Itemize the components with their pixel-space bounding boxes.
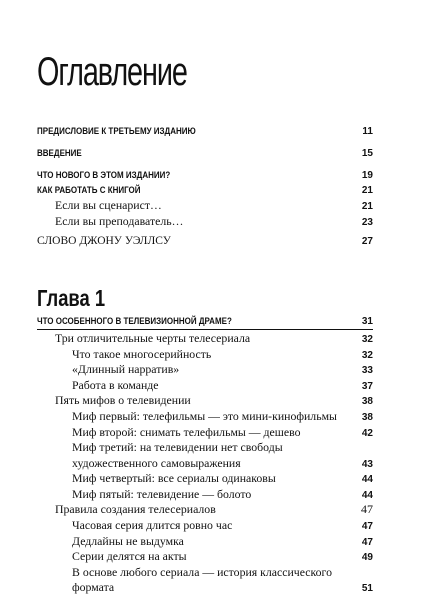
toc-entry-label: Миф второй: снимать телефильмы — дешево [72, 425, 301, 439]
toc-entry-label: Три отличительные черты телесериала [55, 331, 251, 345]
toc-entry[interactable] [37, 409, 373, 424]
toc-page-number: 51 [361, 583, 373, 594]
toc-entry-label: ПРЕДИСЛОВИЕ К ТРЕТЬЕМУ ИЗДАНИЮ [37, 126, 196, 136]
toc-page-number: 33 [361, 365, 373, 376]
toc-entry[interactable] [37, 518, 373, 533]
toc-entry-whats-new[interactable] [37, 170, 373, 181]
toc-entry[interactable] [37, 425, 373, 440]
toc-entry[interactable] [37, 487, 373, 502]
toc-page-number: 37 [361, 381, 373, 392]
toc-page-number: 15 [361, 148, 373, 159]
toc-page-number: 47 [361, 521, 373, 532]
toc-page-number: 31 [361, 316, 373, 327]
toc-entry-label: КАК РАБОТАТЬ С КНИГОЙ [37, 185, 141, 195]
page-title: Оглавление [37, 50, 187, 94]
toc-entry[interactable] [37, 331, 373, 346]
toc-entry[interactable] [37, 347, 373, 362]
toc-page-number: 38 [361, 412, 373, 423]
toc-entry-introduction[interactable] [37, 148, 373, 159]
toc-page-number: 44 [361, 474, 373, 485]
toc-entry[interactable] [37, 502, 373, 517]
toc-entry[interactable] [37, 440, 373, 455]
toc-entry[interactable] [37, 471, 373, 486]
toc-entry-label: Если вы преподаватель… [55, 214, 184, 228]
toc-entry-label: ЧТО НОВОГО В ЭТОМ ИЗДАНИИ? [37, 170, 171, 180]
toc-page-number: 27 [361, 236, 373, 247]
toc-entry[interactable] [37, 549, 373, 564]
toc-entry-if-screenwriter[interactable] [37, 198, 373, 213]
toc-page-number: 21 [361, 201, 373, 212]
toc-page-number: 47 [361, 502, 373, 516]
toc-entry-preface[interactable] [37, 126, 373, 137]
toc-entry-label: ВВЕДЕНИЕ [37, 148, 82, 158]
toc-entry-label: Если вы сценарист… [55, 198, 162, 212]
toc-entry-label: Работа в команде [72, 378, 159, 392]
toc-entry-label: Миф первый: телефильмы — это мини-кинофильмы [72, 409, 337, 423]
toc-entry-label: В основе любого сериала — история классического [72, 565, 332, 579]
toc-page-number: 11 [362, 126, 373, 137]
toc-entry-label: Что такое многосерийность [72, 347, 212, 361]
toc-entry-label: СЛОВО ДЖОНУ УЭЛЛСУ [37, 235, 171, 247]
toc-page-number: 19 [361, 170, 373, 181]
toc-entry[interactable] [37, 534, 373, 549]
toc-entry-label: Серии делятся на акты [72, 549, 187, 563]
toc-entry-label: художественного самовыражения [72, 456, 241, 470]
toc-page-number: 38 [361, 396, 373, 407]
toc-page-number: 49 [361, 552, 373, 563]
toc-entry-label: формата [72, 580, 115, 594]
toc-page-number: 47 [361, 537, 373, 548]
toc-page-number: 43 [361, 459, 373, 470]
toc-entry[interactable] [37, 565, 373, 580]
toc-entry-label: Пять мифов о телевидении [55, 393, 191, 407]
toc-entry[interactable] [37, 456, 373, 471]
toc-entry-label: «Длинный нарратив» [72, 362, 180, 376]
toc-entry-chapter-heading[interactable] [37, 316, 373, 327]
toc-page-number: 42 [361, 428, 373, 439]
toc-entry-label: Часовая серия длится ровно час [72, 518, 233, 532]
toc-entry-label: Миф пятый: телевидение — болото [72, 487, 252, 501]
chapter-title: Глава 1 [37, 285, 106, 311]
toc-page-number: 44 [361, 490, 373, 501]
toc-entry[interactable] [37, 378, 373, 393]
toc-entry-label: Миф четвертый: все сериалы одинаковы [72, 471, 276, 485]
toc-page-number: 32 [361, 350, 373, 361]
toc-page-number: 21 [361, 185, 373, 196]
toc-entry-label: Дедлайны не выдумка [72, 534, 184, 548]
toc-entry-john-wells[interactable] [37, 235, 373, 247]
toc-page-number: 32 [361, 334, 373, 345]
toc-entry[interactable] [37, 362, 373, 377]
toc-entry-label: Правила создания телесериалов [55, 502, 216, 516]
toc-entry-how-to-use[interactable] [37, 185, 373, 196]
toc-entry-if-teacher[interactable] [37, 214, 373, 229]
toc-entry-label: ЧТО ОСОБЕННОГО В ТЕЛЕВИЗИОННОЙ ДРАМЕ? [37, 316, 232, 326]
toc-entry[interactable] [37, 580, 373, 595]
toc-entry-label: Миф третий: на телевидении нет свободы [72, 440, 283, 454]
toc-entry[interactable] [37, 393, 373, 408]
toc-page-number: 23 [361, 217, 373, 228]
